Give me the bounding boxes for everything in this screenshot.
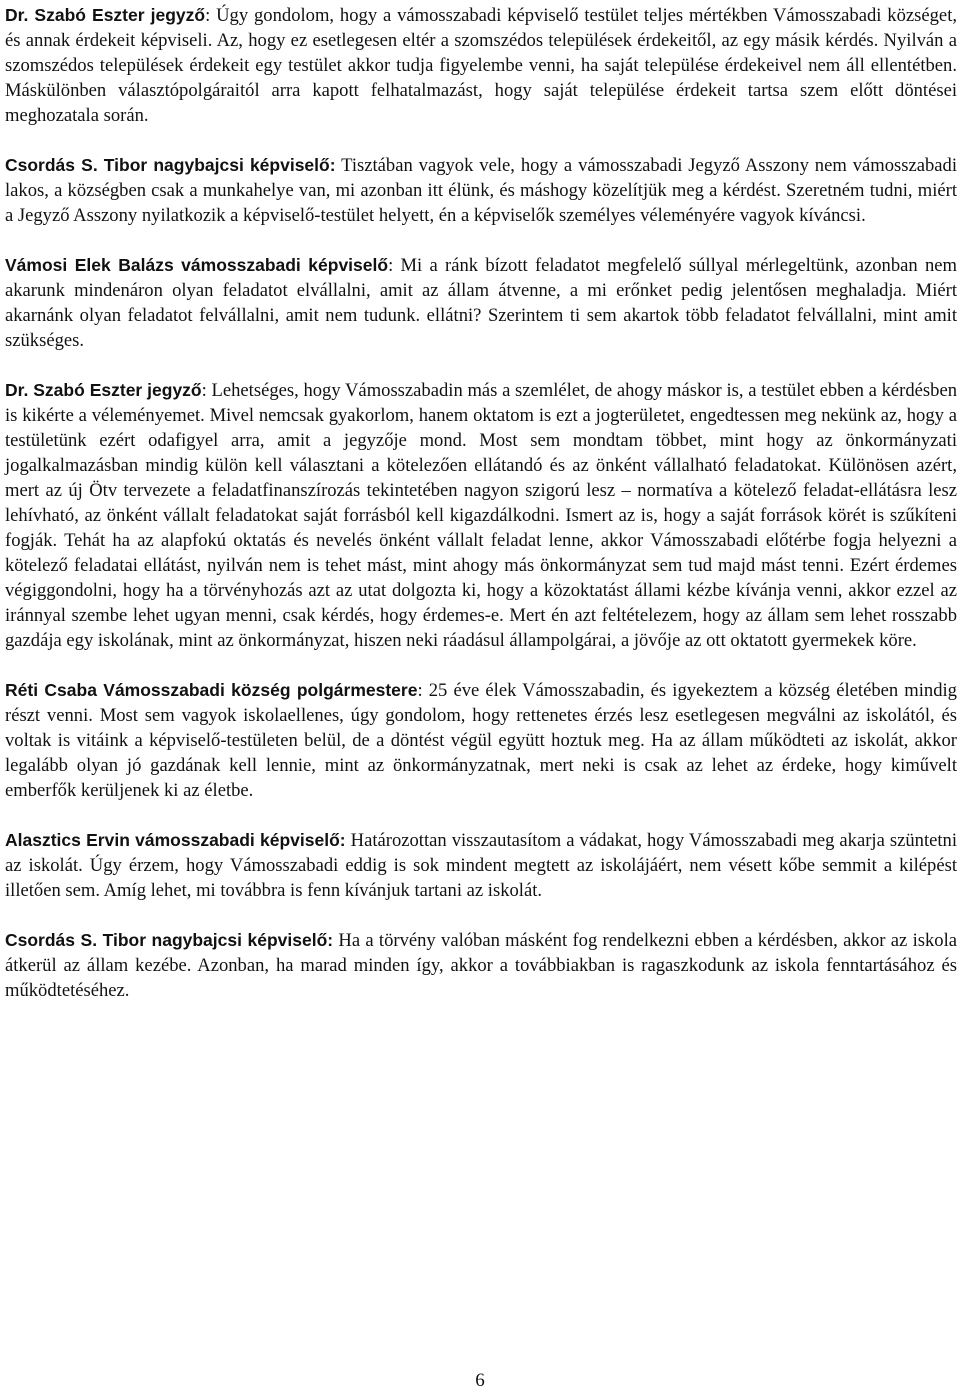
paragraph-text: Ha a törvény valóban másként fog rendelkezni ebben a kérdésben, akkor az iskola átkerül az állam kezébe. Azonban, ha marad minden így, akkor a továbbiakban is ragaszkodunk az iskola fenntartásához és működtetéséhez. — [5, 930, 957, 1001]
speaker-separator: : — [205, 5, 211, 26]
speaker-name: Dr. Szabó Eszter jegyző — [5, 380, 202, 400]
paragraph-7 — [5, 928, 957, 1003]
page-number: 6 — [475, 1370, 485, 1391]
paragraph-3 — [5, 253, 957, 353]
paragraph-text: 25 éve élek Vámosszabadin, és igyekeztem a község életében mindig részt venni. Most sem vagyok iskolaellenes, úgy gondolom, hogy rettenetes érzés lesz esetlegesen megválni az iskolától, és voltak is vitáink a képviselő-testületen belül, de a döntést végül együtt hoztuk meg. Ha az állam működteti az iskolát, akkor legalább olyan jó gazdának kell lennie, mint az önkormányzatnak, mert neki is csak az lehet az érdeke, hogy kiművelt emberfők kerüljenek ki az életbe. — [5, 680, 957, 801]
speaker-separator: : — [388, 255, 394, 276]
speaker-separator: : — [417, 680, 423, 701]
paragraph-5 — [5, 678, 957, 803]
speaker-name: Csordás S. Tibor nagybajcsi képviselő: — [5, 930, 334, 950]
paragraph-text: Lehetséges, hogy Vámosszabadin más a szemlélet, de ahogy máskor is, a testület ebben a kérdésben is kikérte a véleményemet. Mivel nemcsak gyakorlom, hanem oktatom is ezt a jogterületet, engedtessen meg nekünk az, hogy a testületünk ezért odafigyel arra, amit a jegyzője mond. Most sem mondtam többet, mint hogy az önkormányzati jogalkalmazásban mindig külön kell választani a kötelezően ellátandó és az önként vállalható feladatokat. Különösen azért, mert az új Ötv tervezete a feladatfinanszírozás tekintetében nagyon szigorú lesz – normatíva a kötelező feladat-ellátásra lesz lehívható, az önként vállalt feladatokat saját forrásból kell kigazdálkodni. Ismert az is, hogy a saját források körét is szűkíteni fogják. Tehát ha az alapfokú oktatás és nevelés önként vállalt feladat lenne, akkor Vámosszabadi előtérbe fogja helyezni a kötelező feladatai ellátást, nyilván nem is tehet mást, mint ahogy más önkormányzat sem tud majd mást tenni. Ezért érdemes végiggondolni, hogy ha a törvényhozás azt az utat dolgozta ki, hogy a közoktatást állami kézbe kívánja venni, akkor ezzel az iránnyal szembe lehet ugyan menni, csak kérdés, hogy érdemes-e. Mert én azt feltételezem, hogy az állam sem lehet rosszabb gazdája egy iskolának, mint az önkormányzat, hiszen neki ráadásul állampolgárai, a jövője az ott oktatott gyermekek köre. — [5, 380, 957, 651]
paragraph-text: Tisztában vagyok vele, hogy a vámosszabadi Jegyző Asszony nem vámosszabadi lakos, a községben csak a munkahelye van, mi azonban itt élünk, és máshogy közelítjük meg a kérdést. Szeretném tudni, miért a Jegyző Asszony nyilatkozik a képviselő-testület helyett, én a képviselők személyes véleményére vagyok kíváncsi. — [5, 155, 957, 226]
speaker-name: Alasztics Ervin vámosszabadi képviselő: — [5, 830, 346, 850]
speaker-name: Csordás S. Tibor nagybajcsi képviselő: — [5, 155, 336, 175]
paragraph-text: Úgy gondolom, hogy a vámosszabadi képviselő testület teljes mértékben Vámosszabadi községet, és annak érdekeit képviseli. Az, hogy ez esetlegesen eltér a szomszédos települések érdekeitől, az egy másik kérdés. Nyilván a szomszédos települések érdekeit egy testület akkor tudja figyelembe venni, ha saját települése érdekeivel nem áll ellentétben. Máskülönben választópolgáraitól arra kapott felhatalmazást, hogy saját települése érdekeit tartsa szem előtt döntései meghozatala során. — [5, 5, 958, 126]
speaker-name: Réti Csaba Vámosszabadi község polgármestere — [5, 680, 418, 700]
speaker-separator: : — [201, 380, 207, 401]
document-page — [5, 0, 957, 1028]
paragraph-2 — [5, 153, 957, 228]
speaker-name: Dr. Szabó Eszter jegyző — [5, 5, 206, 25]
paragraph-text: Mi a ránk bízott feladatot megfelelő súllyal mérlegeltünk, azonban nem akarunk mindenáron olyan feladatot elvállalni, amit az állam átvenne, a mi erőnket pedig jelentősen meghaladja. Miért akarnánk olyan feladatot felvállalni, amit nem tudunk. ellátni? Szerintem ti sem akartok több feladatot felvállalni, mint amit szükséges. — [5, 255, 957, 351]
paragraph-text: Határozottan visszautasítom a vádakat, hogy Vámosszabadi meg akarja szüntetni az iskolát. Úgy érzem, hogy Vámosszabadi eddig is sok mindent megtett az iskolájáért, nem vésett kőbe semmit a kilépést illetően sem. Amíg lehet, mi továbbra is fenn kívánjuk tartani az iskolát. — [5, 830, 957, 901]
paragraph-1 — [5, 3, 957, 128]
speaker-name: Vámosi Elek Balázs vámosszabadi képviselő — [5, 255, 389, 275]
paragraph-6 — [5, 828, 957, 903]
paragraph-4 — [5, 378, 957, 653]
